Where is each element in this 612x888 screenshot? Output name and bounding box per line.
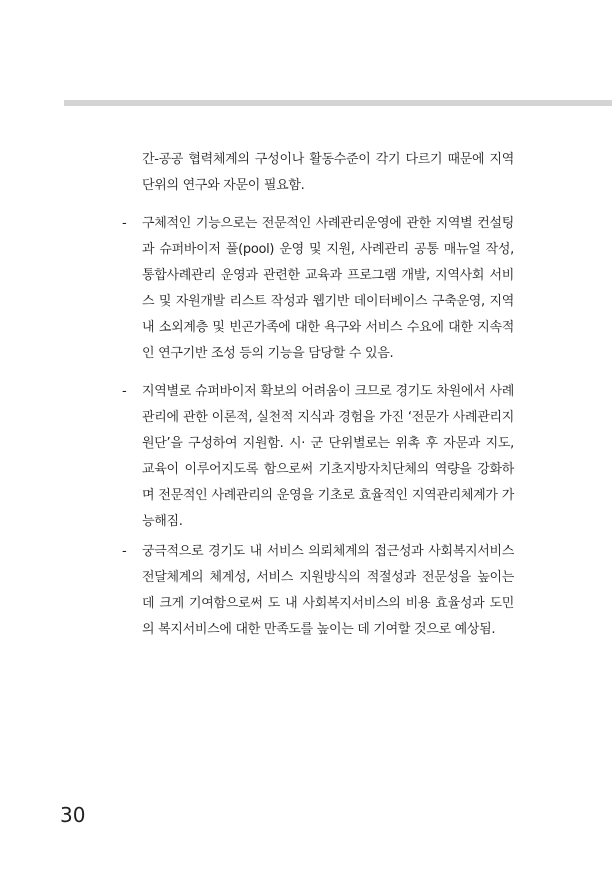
paragraph-text: 지역별로 슈퍼바이저 확보의 어려움이 크므로 경기도 차원에서 사례관리에 관한 이론적, 실천적 지식과 경험을 가진 ‘전문가 사례관리지원단’을 구성하여 지원함. 시· 군 단위별로는 위촉 후 자문과 지도, 교육이 이루어지도록 함으로써 기초지방자치단체의 역량을 강화하며 전문적인 사례관리의 운영을 기초로 효율적인 지역관리체계가 가능해짐. [142, 384, 514, 529]
bullet-paragraph [122, 211, 514, 367]
paragraph-text: 간-공공 협력체계의 구성이나 활동수준이 각기 다르기 때문에 지역단위의 연구와 자문이 필요함. [142, 152, 514, 193]
bullet-dash: - [122, 384, 127, 399]
page-number: 30 [60, 803, 86, 827]
paragraph-text: 구체적인 기능으로는 전문적인 사례관리운영에 관한 지역별 컨설팅과 슈퍼바이저 풀(pool) 운영 및 지원, 사례관리 공통 매뉴얼 작성, 통합사례관리 운영과 관련한 교육과 프로그램 개발, 지역사회 서비스 및 자원개발 리스트 작성과 웹기반 데이터베이스 구축운영, 지역 내 소외계층 및 빈곤가족에 대한 욕구와 서비스 수요에 대한 지속적인 연구기반 조성 등의 기능을 담당할 수 있음. [142, 216, 514, 361]
paragraph-continuation [122, 147, 514, 199]
bullet-paragraph [122, 539, 514, 643]
header-rule [64, 100, 612, 106]
bullet-dash: - [122, 544, 127, 559]
bullet-paragraph [122, 379, 514, 535]
paragraph-text: 궁극적으로 경기도 내 서비스 의뢰체계의 접근성과 사회복지서비스 전달체계의 체계성, 서비스 지원방식의 적절성과 전문성을 높이는 데 크게 기여함으로써 도 내 사회복지서비스의 비용 효율성과 도민의 복지서비스에 대한 만족도를 높이는 데 기여할 것으로 예상됨. [142, 544, 514, 637]
bullet-dash: - [122, 216, 127, 231]
body-text [122, 147, 514, 643]
